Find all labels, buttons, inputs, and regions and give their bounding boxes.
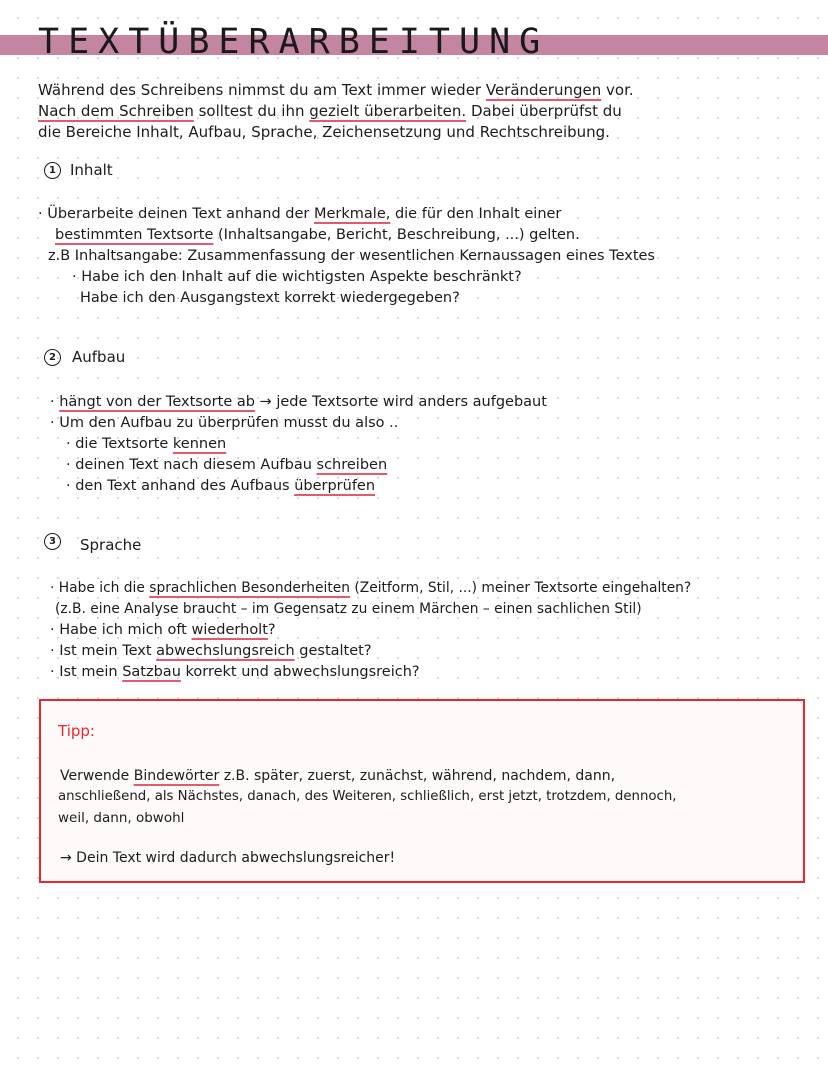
sprache-line-4: · Ist mein Text abwechslungsreich gestaltet? [50,643,372,659]
aufbau-line-1: · hängt von der Textsorte ab → jede Textsorte wird anders aufgebaut [50,394,547,410]
inhalt-line-3: z.B Inhaltsangabe: Zusammenfassung der wesentlichen Kernaussagen eines Textes [48,248,655,264]
tip-line-4: → Dein Text wird dadurch abwechslungsreicher! [60,850,396,866]
section-number-badge: 1 [44,162,61,179]
tip-label: Tipp: [58,722,95,740]
aufbau-line-2: · Um den Aufbau zu überprüfen musst du also .. [50,415,399,431]
page-title: TEXTÜBERARBEITUNG [38,22,550,62]
tip-line-3: weil, dann, obwohl [58,810,185,826]
intro-line-2: Nach dem Schreiben solltest du ihn gezielt überarbeiten. Dabei überprüfst du [38,102,622,120]
section-heading-sprache: Sprache [80,536,142,554]
inhalt-line-2: bestimmten Textsorte (Inhaltsangabe, Bericht, Beschreibung, ...) gelten. [55,227,580,243]
tip-line-2: anschließend, als Nächstes, danach, des Weiteren, schließlich, erst jetzt, trotzdem, dennoch, [58,789,677,804]
tip-line-1: Verwende Bindewörter z.B. später, zuerst, zunächst, während, nachdem, dann, [60,768,616,784]
aufbau-line-4: · deinen Text nach diesem Aufbau schreiben [66,457,388,473]
intro-line-3: die Bereiche Inhalt, Aufbau, Sprache, Zeichensetzung und Rechtschreibung. [38,123,610,141]
sprache-line-3: · Habe ich mich oft wiederholt? [50,622,276,638]
section-heading-inhalt: Inhalt [70,161,113,179]
section-number-badge: 2 [44,349,61,366]
sprache-line-2: (z.B. eine Analyse braucht – im Gegensatz zu einem Märchen – einen sachlichen Stil) [55,601,642,617]
inhalt-line-5: Habe ich den Ausgangstext korrekt wiedergegeben? [80,290,460,306]
section-number-badge: 3 [44,533,61,550]
inhalt-line-4: · Habe ich den Inhalt auf die wichtigsten Aspekte beschränkt? [72,269,522,285]
inhalt-line-1: · Überarbeite deinen Text anhand der Merkmale, die für den Inhalt einer [38,206,562,222]
section-heading-aufbau: Aufbau [72,348,126,366]
sprache-line-5: · Ist mein Satzbau korrekt und abwechslungsreich? [50,664,420,680]
aufbau-line-5: · den Text anhand des Aufbaus überprüfen [66,478,376,494]
intro-line-1: Während des Schreibens nimmst du am Text immer wieder Veränderungen vor. [38,81,634,99]
sprache-line-1: · Habe ich die sprachlichen Besonderheiten (Zeitform, Stil, ...) meiner Textsorte eingehalten? [50,580,692,596]
aufbau-line-3: · die Textsorte kennen [66,436,227,452]
